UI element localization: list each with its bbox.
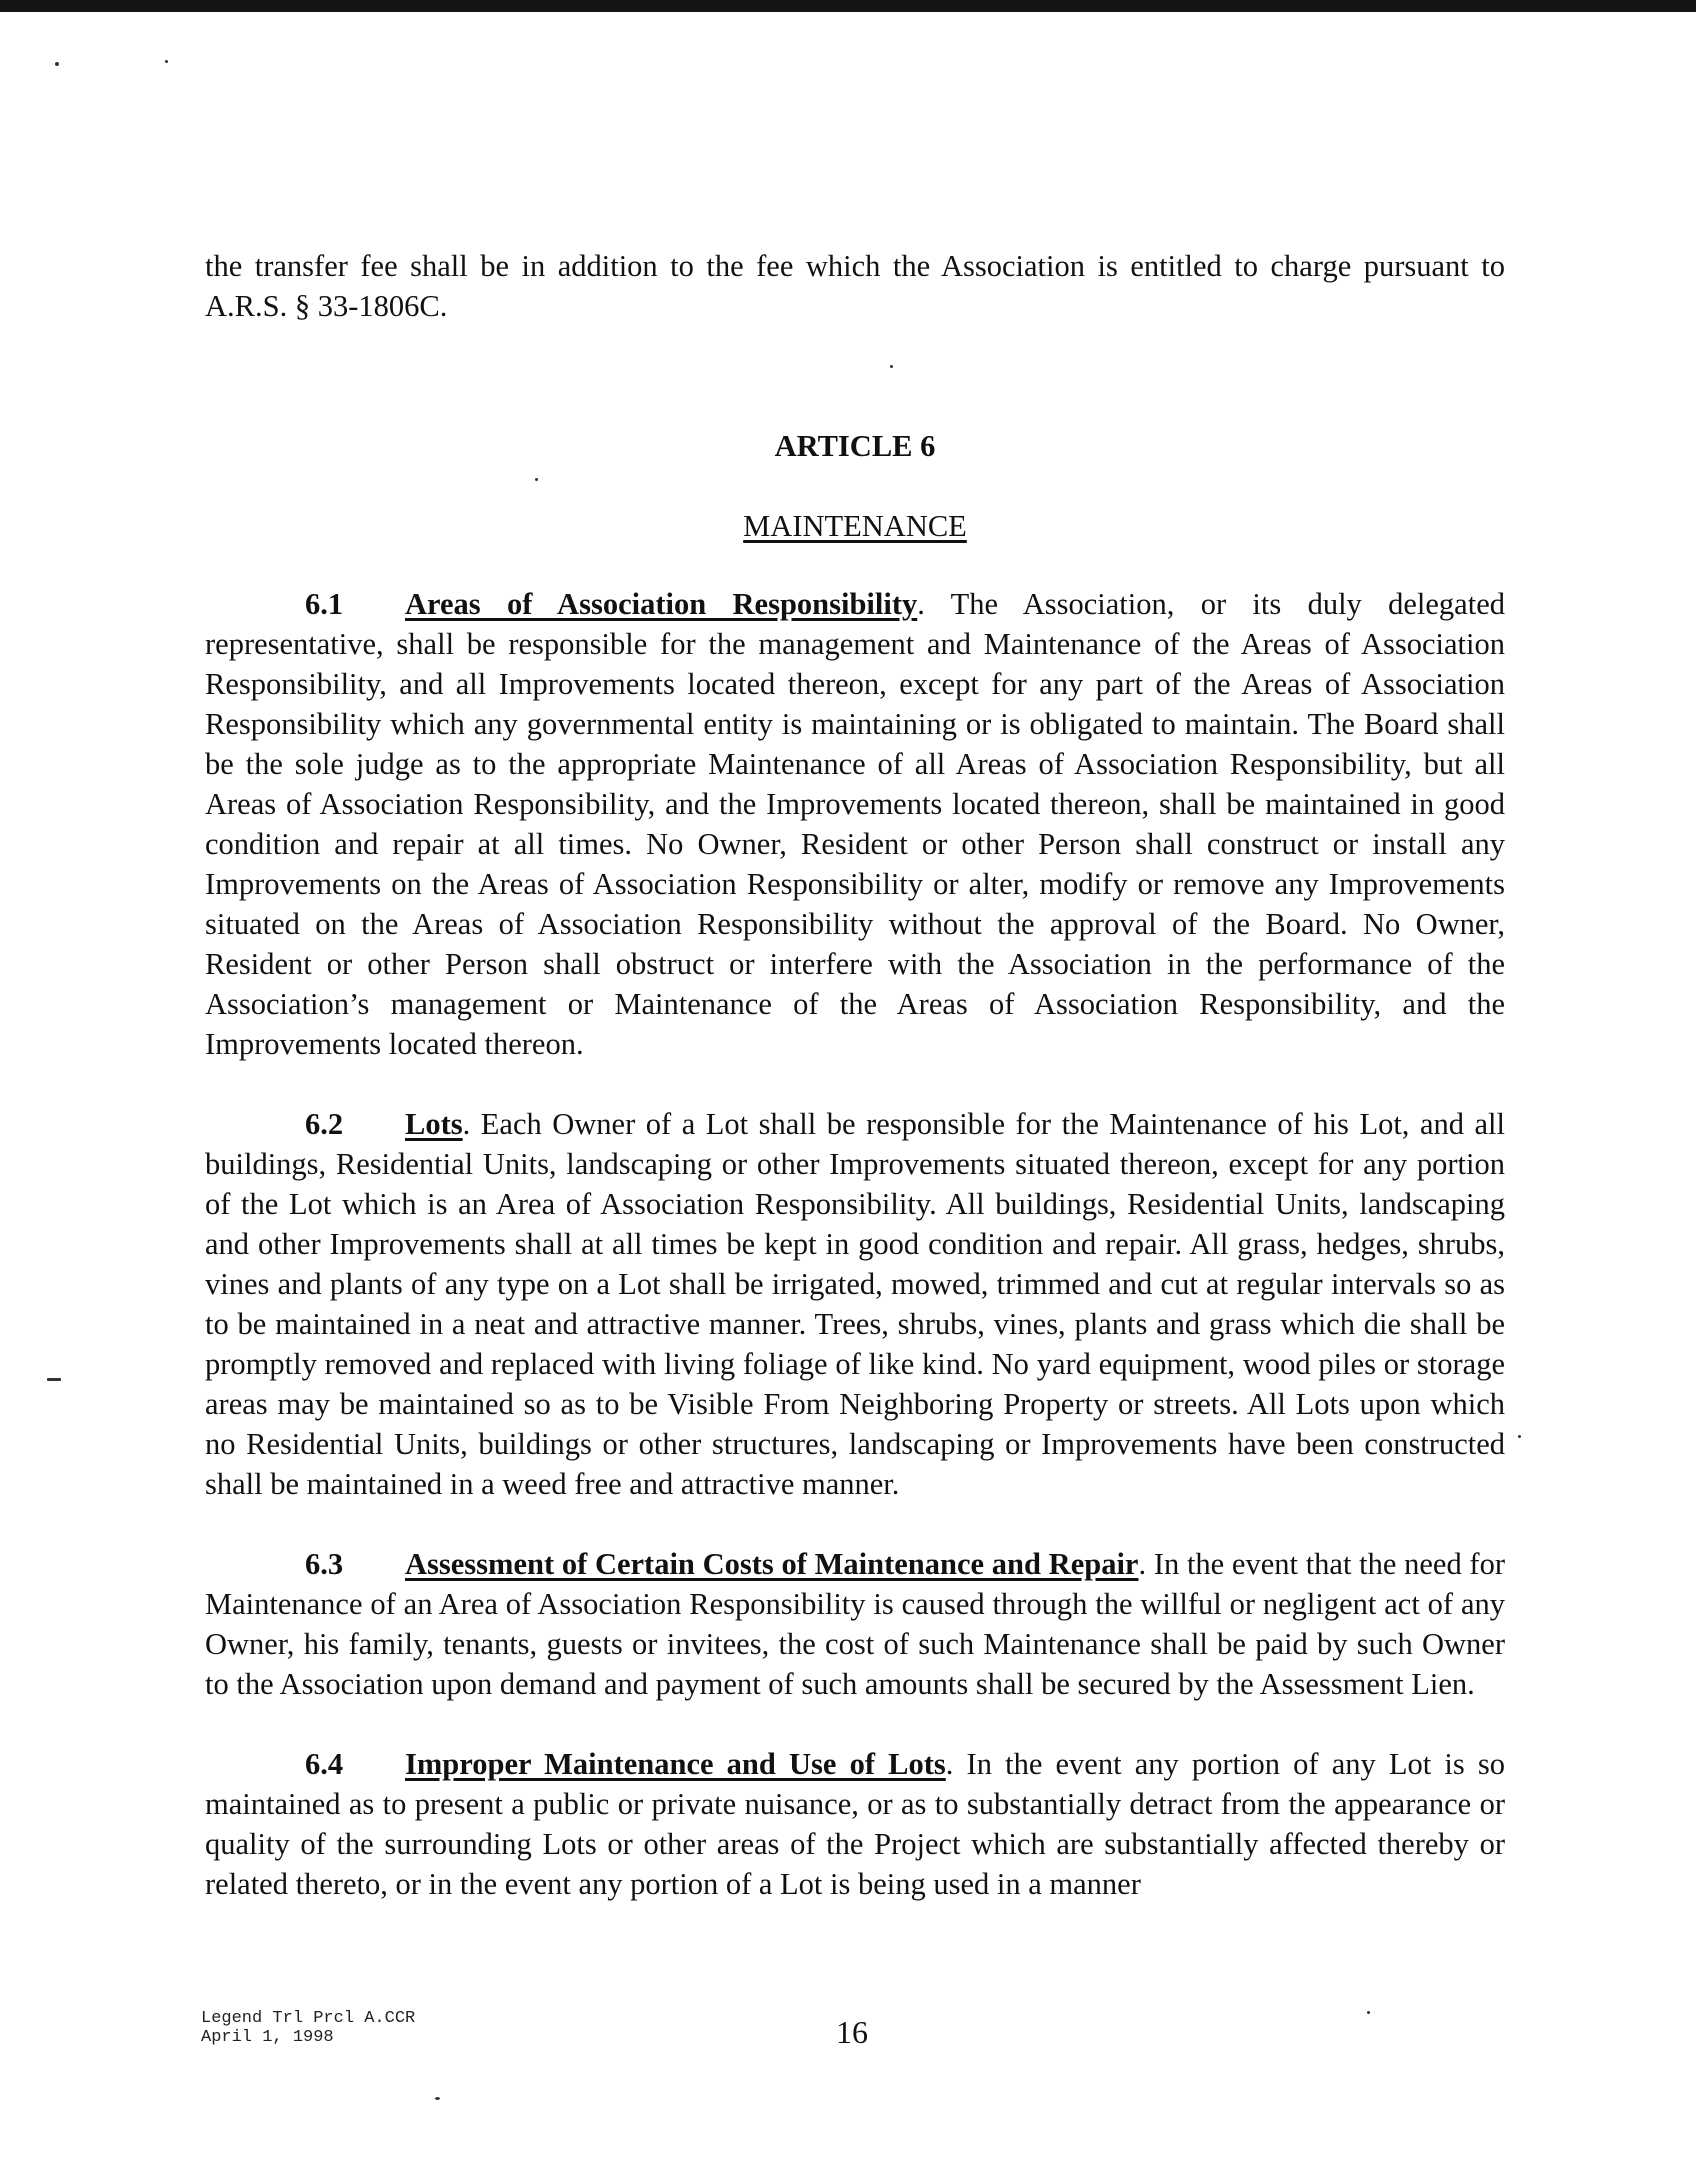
paragraph-6-2	[205, 1104, 1505, 1504]
paragraph-number: 6.1	[305, 587, 344, 621]
page-number: 16	[836, 2014, 868, 2050]
scan-speck	[55, 62, 59, 66]
paragraph-heading: Areas of Association Responsibility	[405, 587, 918, 621]
paragraph-heading: Improper Maintenance and Use of Lots	[405, 1747, 946, 1781]
paragraph-body: . Each Owner of a Lot shall be responsible for the Maintenance of his Lot, and all buildings, Residential Units, landscaping or other Improvements situated thereon, except for any portion of the Lot which is an Area of Association Responsibility. All buildings, Residential Units, landscaping and other Improvements shall at all times be kept in good condition and repair. All grass, hedges, shrubs, vines and plants of any type on a Lot shall be irrigated, mowed, trimmed and cut at regular intervals so as to be maintained in a neat and attractive manner. Trees, shrubs, vines, plants and grass which die shall be promptly removed and replaced with living foliage of like kind. No yard equipment, wood piles or storage areas may be maintained so as to be Visible From Neighboring Property or streets. All Lots upon which no Residential Units, buildings or other structures, landscaping or Improvements have been constructed shall be maintained in a weed free and attractive manner.	[205, 1107, 1505, 1501]
scan-speck	[435, 2097, 440, 2100]
paragraph-heading: Assessment of Certain Costs of Maintenance and Repair	[405, 1547, 1139, 1581]
scan-speck	[47, 1378, 61, 1381]
scan-speck	[1518, 1435, 1521, 1438]
paragraph-6-3	[205, 1544, 1505, 1704]
paragraph-heading: Lots	[405, 1107, 463, 1141]
footer-document-name: Legend Trl Prcl A.CCR	[201, 2009, 416, 2028]
paragraph-number: 6.4	[305, 1747, 344, 1781]
paragraph-number: 6.3	[305, 1547, 344, 1581]
paragraph-6-4	[205, 1744, 1505, 1904]
paragraph-body: . In the event any portion of any Lot is so maintained as to present a public or private nuisance, or as to substantially detract from the appearance or quality of the surrounding Lots or other areas of the Project which are substantially affected thereby or related thereto, or in the event any portion of a Lot is being used in a manner	[205, 1747, 1505, 1901]
section-title: MAINTENANCE	[743, 509, 967, 543]
document-page	[205, 246, 1505, 1944]
paragraph-number: 6.2	[305, 1107, 344, 1141]
scan-top-border	[0, 0, 1696, 12]
paragraph-6-1	[205, 584, 1505, 1064]
paragraph-body: . In the event that the need for Maintenance of an Area of Association Responsibility is caused through the willful or negligent act of any Owner, his family, tenants, guests or invitees, the cost of such Maintenance shall be paid by such Owner to the Association upon demand and payment of such amounts shall be secured by the Assessment Lien.	[205, 1547, 1505, 1701]
continuation-text: the transfer fee shall be in addition to the fee which the Association is entitled to charge pursuant to A.R.S. § 33-1806C.	[205, 249, 1505, 323]
scan-speck	[165, 60, 168, 63]
paragraph-body: . The Association, or its duly delegated representative, shall be responsible for the management and Maintenance of the Areas of Association Responsibility, and all Improvements located thereon, except for any part of the Areas of Association Responsibility which any governmental entity is maintaining or is obligated to maintain. The Board shall be the sole judge as to the appropriate Maintenance of all Areas of Association Responsibility, but all Areas of Association Responsibility, and the Improvements located thereon, shall be maintained in good condition and repair at all times. No Owner, Resident or other Person shall construct or install any Improvements on the Areas of Association Responsibility or alter, modify or remove any Improvements situated on the Areas of Association Responsibility without the approval of the Board. No Owner, Resident or other Person shall obstruct or interfere with the Association in the performance of the Association’s management or Maintenance of the Areas of Association Responsibility, and the Improvements located thereon.	[205, 587, 1505, 1061]
footer-date: April 1, 1998	[201, 2028, 334, 2047]
article-title: ARTICLE 6	[774, 429, 936, 463]
footer-document-info	[201, 2009, 415, 2047]
scan-speck	[1367, 2011, 1370, 2014]
